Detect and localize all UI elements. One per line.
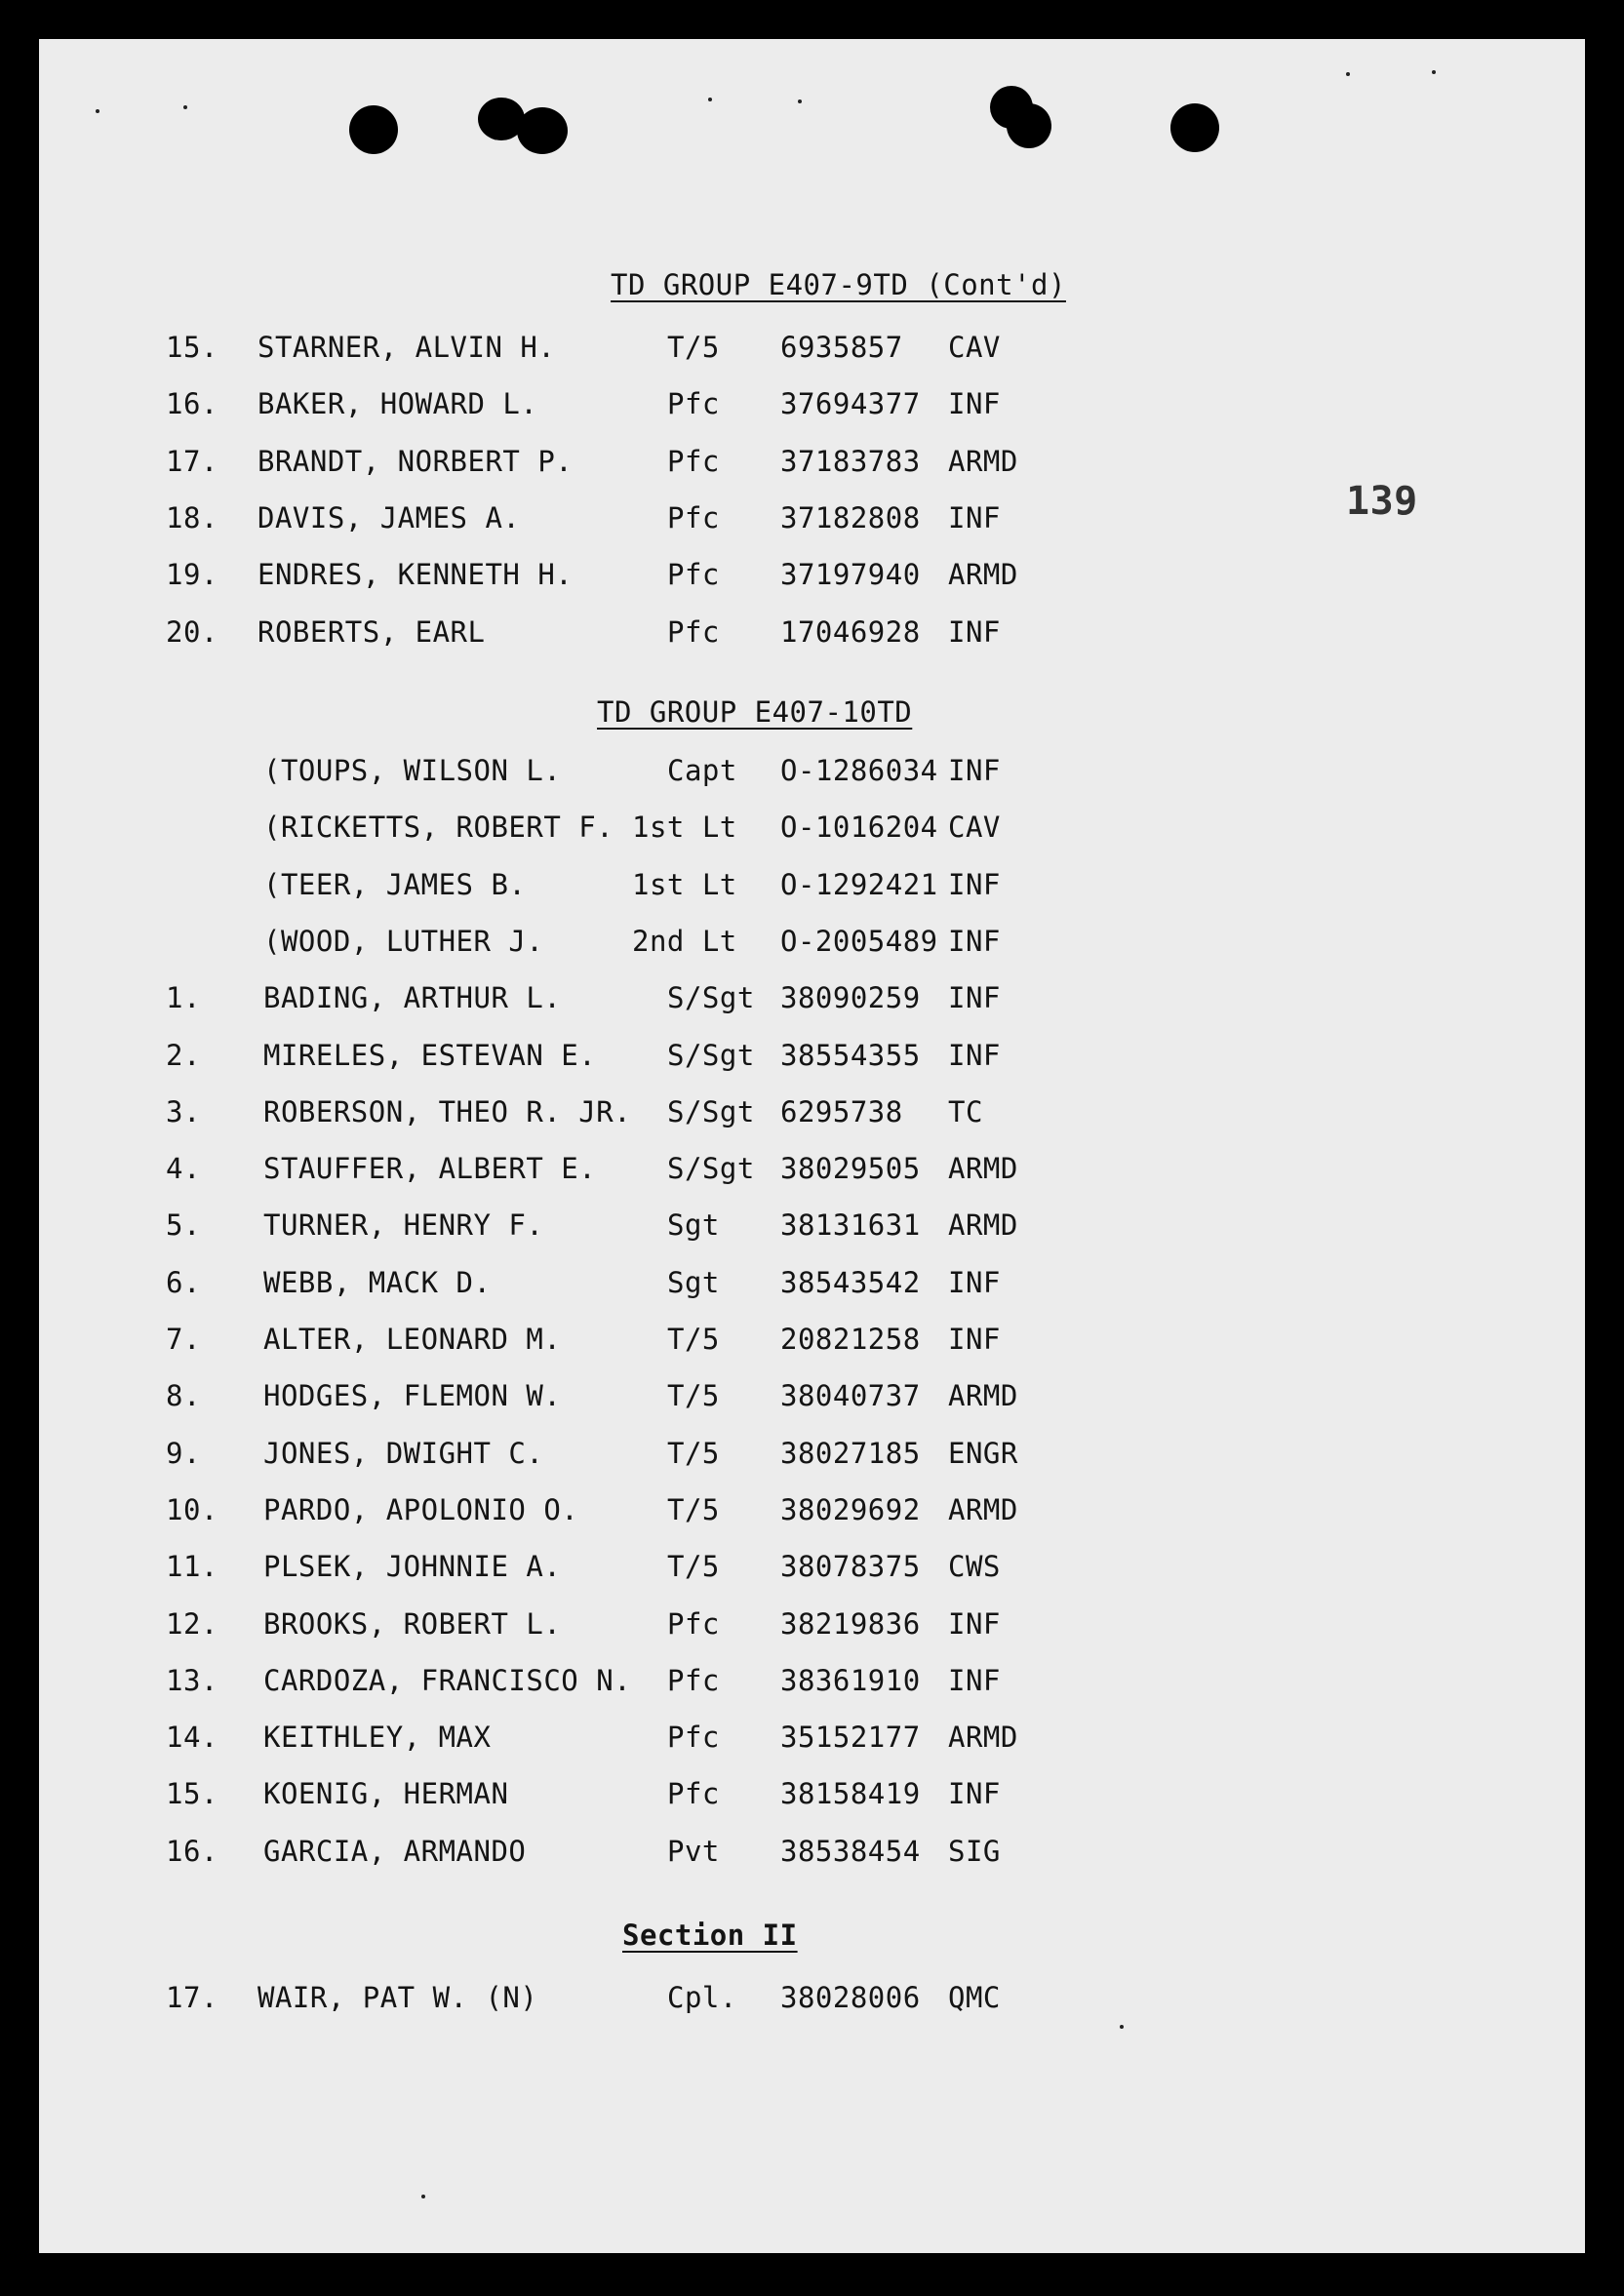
serial-number: 38158419 [780,1777,921,1811]
rank: S/Sgt [667,1094,755,1128]
branch: ENGR [948,1436,1018,1470]
speck [1432,70,1436,74]
rank: T/5 [667,1436,720,1470]
serial-number: O-1286034 [780,754,938,787]
rank: 1st Lt [632,867,737,901]
soldier-name: GARCIA, ARMANDO [263,1834,527,1868]
row-number: 4. [166,1152,201,1186]
serial-number: 38078375 [780,1550,921,1584]
rank: T/5 [667,1550,720,1584]
row-number: 15. [166,1777,218,1811]
rank: Pvt [667,1834,720,1868]
branch: CAV [948,811,1001,845]
soldier-name: PARDO, APOLONIO O. [263,1492,579,1526]
branch: INF [948,1265,1001,1299]
rank: T/5 [667,331,720,364]
soldier-name: MIRELES, ESTEVAN E. [263,1038,597,1072]
branch: ARMD [948,1208,1018,1243]
serial-number: 38219836 [780,1606,921,1641]
serial-number: 38131631 [780,1208,921,1243]
soldier-name: ENDRES, KENNETH H. [257,558,574,592]
row-number: 6. [166,1265,201,1299]
branch: INF [948,614,1001,649]
speck [1346,72,1350,76]
row-number: 17. [166,444,218,478]
serial-number: 38029692 [780,1492,921,1526]
serial-number: 37694377 [780,387,921,421]
soldier-name: (RICKETTS, ROBERT F. [263,811,614,845]
row-number: 19. [166,558,218,592]
rank: Pfc [667,387,720,421]
section-title: TD GROUP E407-10TD [597,695,913,729]
branch: ARMD [948,558,1018,592]
branch: INF [948,387,1001,421]
row-number: 18. [166,500,218,534]
rank: S/Sgt [667,1152,755,1186]
row-number: 3. [166,1094,201,1128]
row-number: 9. [166,1436,201,1470]
soldier-name: (TOUPS, WILSON L. [263,754,562,787]
row-number: 12. [166,1606,218,1641]
rank: Pfc [667,1777,720,1811]
branch: INF [948,1777,1001,1811]
soldier-name: PLSEK, JOHNNIE A. [263,1550,562,1584]
serial-number: 38028006 [780,1981,921,2014]
branch: INF [948,754,1001,787]
rank: 2nd Lt [632,924,737,958]
soldier-name: CARDOZA, FRANCISCO N. [263,1663,632,1697]
punch-hole [1170,103,1219,152]
serial-number: 38361910 [780,1663,921,1697]
branch: INF [948,1606,1001,1641]
soldier-name: HODGES, FLEMON W. [263,1379,562,1413]
row-number: 15. [166,331,218,364]
punch-hole [349,105,398,154]
soldier-name: WEBB, MACK D. [263,1265,492,1299]
soldier-name: KOENIG, HERMAN [263,1777,509,1811]
branch: ARMD [948,1721,1018,1755]
serial-number: 38538454 [780,1834,921,1868]
rank: Capt [667,754,737,787]
serial-number: O-2005489 [780,924,938,958]
row-number: 14. [166,1721,218,1755]
soldier-name: ALTER, LEONARD M. [263,1323,562,1356]
soldier-name: BAKER, HOWARD L. [257,387,538,421]
serial-number: 37182808 [780,500,921,534]
branch: ARMD [948,444,1018,478]
row-number: 7. [166,1323,201,1356]
branch: CWS [948,1550,1001,1584]
serial-number: 38040737 [780,1379,921,1413]
serial-number: 38027185 [780,1436,921,1470]
row-number: 2. [166,1038,201,1072]
speck [1120,2025,1124,2029]
branch: ARMD [948,1492,1018,1526]
serial-number: 37183783 [780,444,921,478]
serial-number: 35152177 [780,1721,921,1755]
serial-number: 38543542 [780,1265,921,1299]
row-number: 16. [166,387,218,421]
serial-number: 17046928 [780,614,921,649]
document-page [39,39,1585,2253]
branch: SIG [948,1834,1001,1868]
row-number: 8. [166,1379,201,1413]
rank: Pfc [667,1606,720,1641]
rank: 1st Lt [632,811,737,845]
soldier-name: BROOKS, ROBERT L. [263,1606,562,1641]
rank: Pfc [667,444,720,478]
soldier-name: ROBERSON, THEO R. JR. [263,1094,632,1128]
soldier-name: (TEER, JAMES B. [263,867,527,901]
row-number: 13. [166,1663,218,1697]
rank: Cpl. [667,1981,737,2014]
soldier-name: JONES, DWIGHT C. [263,1436,544,1470]
speck [96,109,99,113]
rank: T/5 [667,1379,720,1413]
serial-number: O-1016204 [780,811,938,845]
rank: T/5 [667,1323,720,1356]
serial-number: O-1292421 [780,867,938,901]
rank: Pfc [667,614,720,649]
rank: Pfc [667,1721,720,1755]
branch: ARMD [948,1152,1018,1186]
rank: S/Sgt [667,981,755,1015]
section-title: TD GROUP E407-9TD (Cont'd) [611,268,1066,301]
rank: S/Sgt [667,1038,755,1072]
branch: INF [948,924,1001,958]
speck [798,99,802,103]
soldier-name: STAUFFER, ALBERT E. [263,1152,597,1186]
branch: INF [948,867,1001,901]
serial-number: 6935857 [780,331,903,364]
branch: TC [948,1094,983,1128]
soldier-name: ROBERTS, EARL [257,614,486,649]
speck [421,2195,425,2198]
serial-number: 6295738 [780,1094,903,1128]
soldier-name: STARNER, ALVIN H. [257,331,556,364]
punch-hole [1007,103,1051,148]
row-number: 16. [166,1834,218,1868]
page-number: 139 [1346,479,1418,524]
rank: Pfc [667,1663,720,1697]
soldier-name: BRANDT, NORBERT P. [257,444,574,478]
branch: INF [948,981,1001,1015]
serial-number: 38029505 [780,1152,921,1186]
rank: T/5 [667,1492,720,1526]
row-number: 10. [166,1492,218,1526]
rank: Sgt [667,1208,720,1243]
branch: INF [948,500,1001,534]
rank: Sgt [667,1265,720,1299]
rank: Pfc [667,500,720,534]
row-number: 1. [166,981,201,1015]
row-number: 20. [166,614,218,649]
serial-number: 38090259 [780,981,921,1015]
section-title: Section II [622,1919,798,1952]
soldier-name: (WOOD, LUTHER J. [263,924,544,958]
punch-hole [517,107,568,154]
soldier-name: WAIR, PAT W. (N) [257,1981,538,2014]
branch: CAV [948,331,1001,364]
soldier-name: BADING, ARTHUR L. [263,981,562,1015]
soldier-name: KEITHLEY, MAX [263,1721,492,1755]
branch: ARMD [948,1379,1018,1413]
branch: INF [948,1663,1001,1697]
branch: INF [948,1038,1001,1072]
speck [708,98,712,101]
row-number: 11. [166,1550,218,1584]
serial-number: 37197940 [780,558,921,592]
row-number: 5. [166,1208,201,1243]
rank: Pfc [667,558,720,592]
soldier-name: DAVIS, JAMES A. [257,500,521,534]
serial-number: 20821258 [780,1323,921,1356]
branch: QMC [948,1981,1001,2014]
branch: INF [948,1323,1001,1356]
soldier-name: TURNER, HENRY F. [263,1208,544,1243]
row-number: 17. [166,1981,218,2014]
speck [183,105,187,109]
serial-number: 38554355 [780,1038,921,1072]
